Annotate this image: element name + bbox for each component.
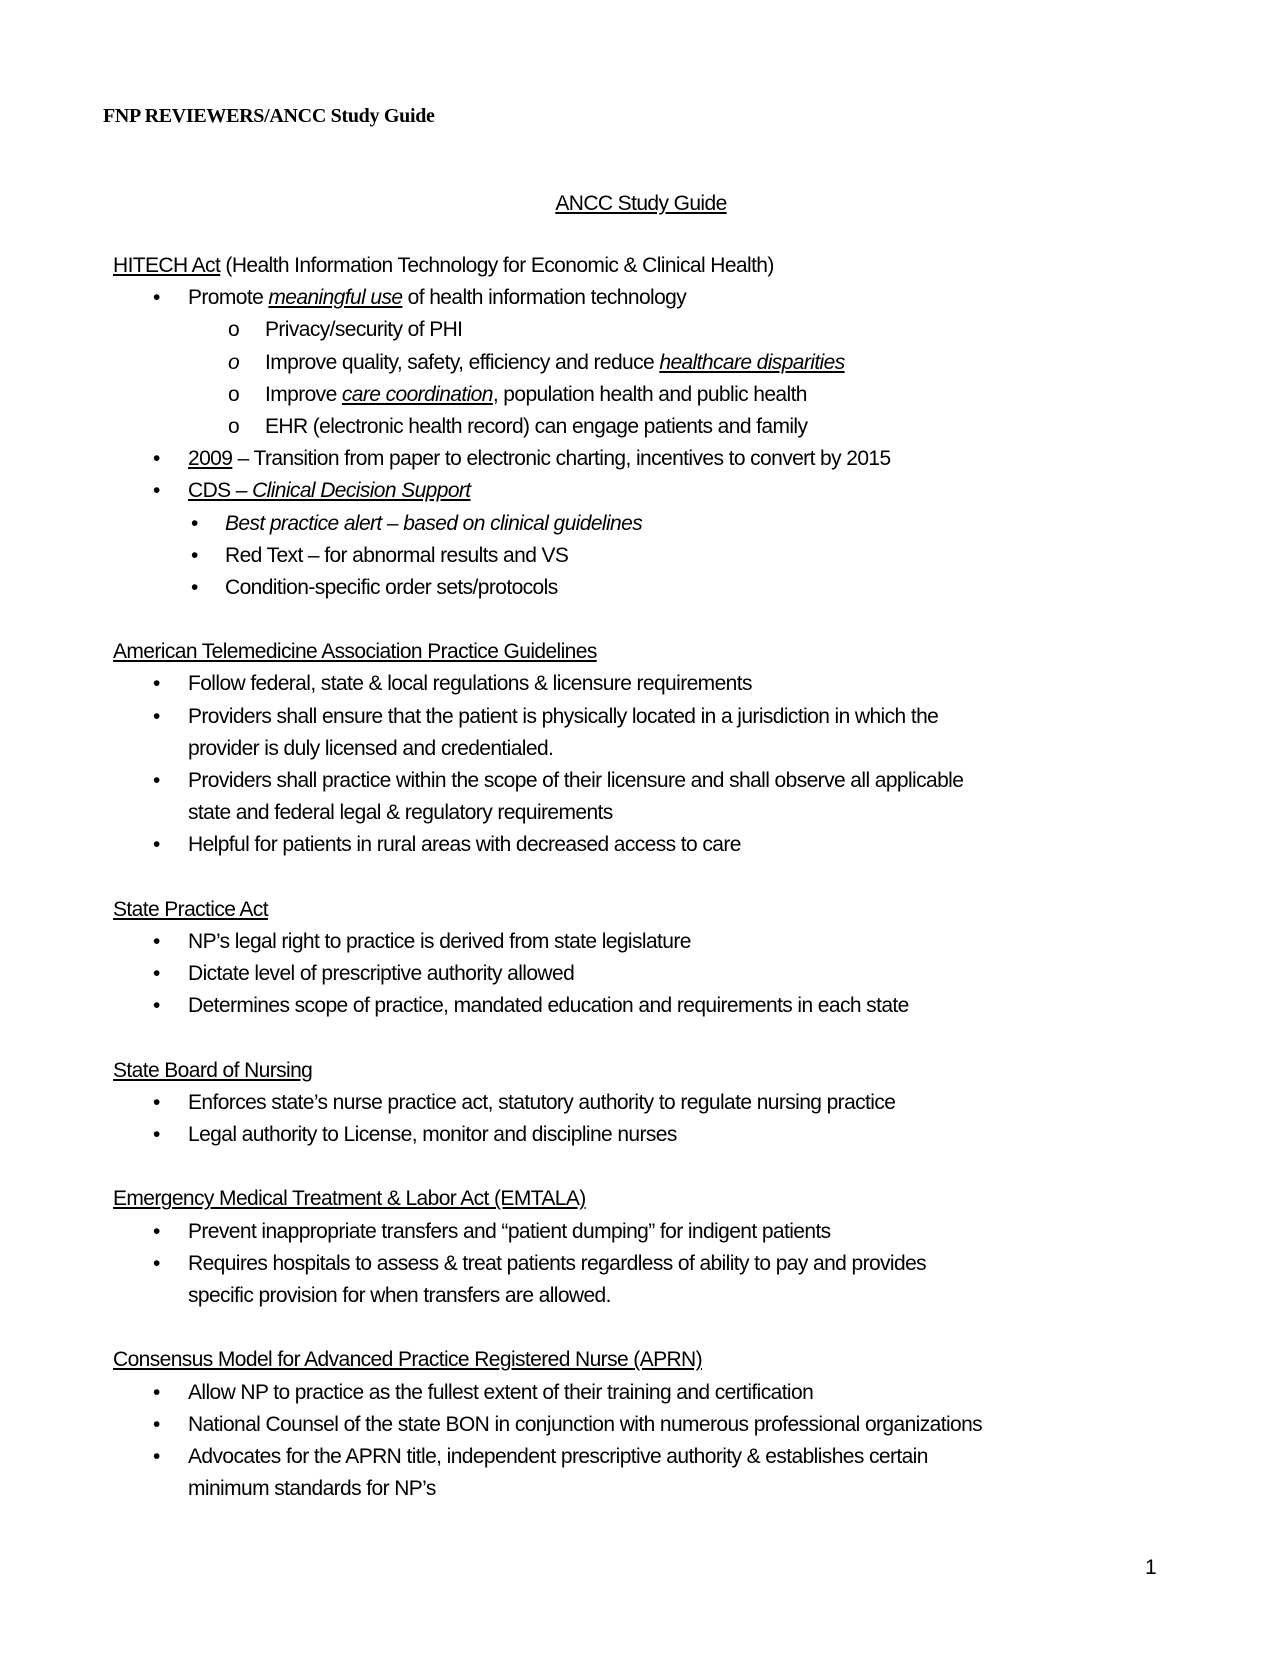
sub-bullet-icon: o: [228, 414, 240, 438]
list-item: [113, 1377, 1233, 1409]
text-run: , population health and public health: [492, 382, 807, 406]
list-item: [113, 572, 1233, 604]
list-item: [113, 1119, 1233, 1151]
list-item: [113, 1087, 1233, 1119]
text-run: State Board of Nursing: [113, 1058, 313, 1082]
bullet-icon: •: [153, 929, 160, 953]
list-item-continuation: [113, 1280, 1233, 1312]
section: [113, 636, 1233, 861]
text-run: Helpful for patients in rural areas with decreased access to care: [188, 833, 741, 857]
text-run: state and federal legal & regulatory requirements: [188, 801, 613, 825]
list-item-text: [113, 737, 553, 760]
list-item-text: [113, 1381, 813, 1404]
list-item: [113, 829, 1233, 861]
list-item: [113, 668, 1233, 700]
list-item: [113, 1216, 1233, 1248]
text-run: – Transition from paper to electronic charting, incentives to convert by 2015: [232, 447, 891, 471]
sub-bullet-icon: o: [228, 318, 240, 342]
text-run: care coordination: [341, 382, 493, 406]
list-item-continuation: [113, 797, 1233, 829]
sub-bullet-icon: o: [228, 350, 240, 374]
list-item-text: [113, 1123, 677, 1146]
text-run: Clinical Decision Support: [252, 479, 471, 503]
bullet-icon: •: [191, 575, 198, 599]
list-item: [113, 765, 1233, 797]
list-item: [113, 1409, 1233, 1441]
list-item-continuation: [113, 1473, 1233, 1505]
list-item: [113, 926, 1233, 958]
section-heading: [113, 1344, 1233, 1376]
list-item: [113, 282, 1233, 314]
list-item-text: [113, 769, 963, 792]
list-item-text: [113, 930, 691, 953]
list-item-continuation: [113, 733, 1233, 765]
bullet-icon: •: [191, 543, 198, 567]
section-heading: [113, 636, 1233, 668]
section-heading: [113, 894, 1233, 926]
text-run: healthcare disparities: [659, 350, 845, 374]
text-run: Requires hospitals to assess & treat patients regardless of ability to pay and provides: [188, 1251, 927, 1275]
list-item: [113, 475, 1233, 507]
text-run: Privacy/security of PHI: [265, 318, 463, 342]
text-run: meaningful use: [268, 286, 403, 310]
text-run: of health information technology: [402, 286, 687, 310]
text-run: American Telemedicine Association Practice Guidelines: [113, 640, 597, 664]
text-run: Red Text – for abnormal results and VS: [225, 543, 569, 567]
list-item-text: [113, 705, 938, 728]
text-run: EHR (electronic health record) can engage patients and family: [265, 414, 808, 438]
text-run: Advocates for the APRN title, independent prescriptive authority & establishes certain: [188, 1444, 928, 1468]
bullet-icon: •: [153, 962, 160, 986]
list-item-text: [113, 383, 807, 406]
text-run: Consensus Model for Advanced Practice Registered Nurse (APRN): [113, 1348, 703, 1372]
list-item: [113, 1441, 1233, 1473]
list-item: [113, 443, 1233, 475]
text-run: National Counsel of the state BON in conjunction with numerous professional organizations: [188, 1412, 983, 1436]
list-item-text: [113, 415, 807, 438]
list-item-text: [113, 672, 752, 695]
document-body: [113, 250, 1233, 1538]
bullet-icon: •: [153, 479, 160, 503]
list-item: [113, 314, 1233, 346]
text-run: Improve quality, safety, efficiency and reduce: [265, 350, 660, 374]
section: [113, 1183, 1233, 1312]
text-run: HITECH Act: [113, 254, 221, 277]
list-item-text: [113, 1220, 831, 1243]
bullet-icon: •: [153, 1444, 160, 1468]
text-run: (Health Information Technology for Economic & Clinical Health): [220, 254, 774, 277]
bullet-icon: •: [153, 1412, 160, 1436]
list-item-text: [113, 1477, 436, 1500]
section: [113, 250, 1233, 604]
section-heading: [113, 1183, 1233, 1215]
list-item-text: [113, 1252, 926, 1275]
list-item-text: [113, 962, 574, 985]
bullet-icon: •: [153, 994, 160, 1018]
list-item-text: [113, 351, 845, 374]
list-item-text: [113, 1445, 928, 1468]
bullet-icon: •: [153, 833, 160, 857]
bullet-icon: •: [153, 286, 160, 310]
text-run: Promote: [188, 286, 269, 310]
text-run: Providers shall ensure that the patient is physically located in a jurisdiction in which the: [188, 704, 939, 728]
list-item: [113, 958, 1233, 990]
text-run: Emergency Medical Treatment & Labor Act (EMTALA): [113, 1187, 586, 1211]
list-item: [113, 701, 1233, 733]
section-heading: [113, 1055, 1233, 1087]
bullet-icon: •: [153, 1090, 160, 1114]
list-item-text: [113, 286, 686, 309]
list-item: [113, 411, 1233, 443]
list-item-text: [113, 1284, 611, 1307]
list-item: [113, 379, 1233, 411]
text-run: Enforces state’s nurse practice act, statutory authority to regulate nursing practice: [188, 1090, 896, 1114]
section: [113, 1055, 1233, 1152]
bullet-icon: •: [191, 511, 198, 535]
text-run: Providers shall practice within the scope of their licensure and shall observe all applicable: [188, 769, 964, 792]
text-run: provider is duly licensed and credentialed.: [188, 736, 554, 760]
list-item-text: [113, 833, 741, 856]
list-item-text: [113, 447, 891, 470]
text-run: 2009: [188, 447, 233, 471]
text-run: Determines scope of practice, mandated education and requirements in each state: [188, 994, 909, 1018]
list-item: [113, 1248, 1233, 1280]
bullet-icon: •: [153, 1123, 160, 1147]
page-number: 1: [1145, 1556, 1157, 1579]
list-item: [113, 508, 1233, 540]
document-title: ANCC Study Guide: [555, 192, 727, 215]
section: [113, 894, 1233, 1023]
list-item-text: [113, 994, 909, 1017]
list-item-text: [113, 318, 462, 341]
text-run: Prevent inappropriate transfers and “patient dumping” for indigent patients: [188, 1219, 831, 1243]
text-run: Legal authority to License, monitor and discipline nurses: [188, 1123, 677, 1147]
text-run: Best practice alert – based on clinical guidelines: [225, 511, 643, 535]
text-run: CDS –: [188, 479, 253, 503]
text-run: NP’s legal right to practice is derived from state legislature: [188, 929, 691, 953]
text-run: Dictate level of prescriptive authority allowed: [188, 962, 575, 986]
document-title-line: [0, 188, 1280, 220]
list-item-text: [113, 801, 613, 824]
text-run: specific provision for when transfers are allowed.: [188, 1284, 611, 1307]
list-item-text: [113, 1091, 895, 1114]
text-run: Follow federal, state & local regulations & licensure requirements: [188, 672, 752, 696]
list-item-text: [113, 576, 558, 599]
bullet-icon: •: [153, 1251, 160, 1275]
text-run: minimum standards for NP’s: [188, 1477, 436, 1501]
list-item-text: [113, 479, 471, 502]
section: [113, 1344, 1233, 1505]
bullet-icon: •: [153, 672, 160, 696]
sub-bullet-icon: o: [228, 382, 240, 406]
document-header: FNP REVIEWERS/ANCC Study Guide: [103, 105, 435, 127]
list-item-text: [113, 1413, 982, 1436]
text-run: Allow NP to practice as the fullest extent of their training and certification: [188, 1380, 814, 1404]
bullet-icon: •: [153, 704, 160, 728]
text-run: Improve: [265, 382, 342, 406]
text-run: Condition-specific order sets/protocols: [225, 575, 558, 599]
list-item: [113, 990, 1233, 1022]
section-heading: [113, 250, 1233, 282]
bullet-icon: •: [153, 1380, 160, 1404]
bullet-icon: •: [153, 447, 160, 471]
bullet-icon: •: [153, 1219, 160, 1243]
list-item: [113, 347, 1233, 379]
list-item: [113, 540, 1233, 572]
text-run: State Practice Act: [113, 897, 268, 921]
list-item-text: [113, 544, 568, 567]
bullet-icon: •: [153, 769, 160, 792]
